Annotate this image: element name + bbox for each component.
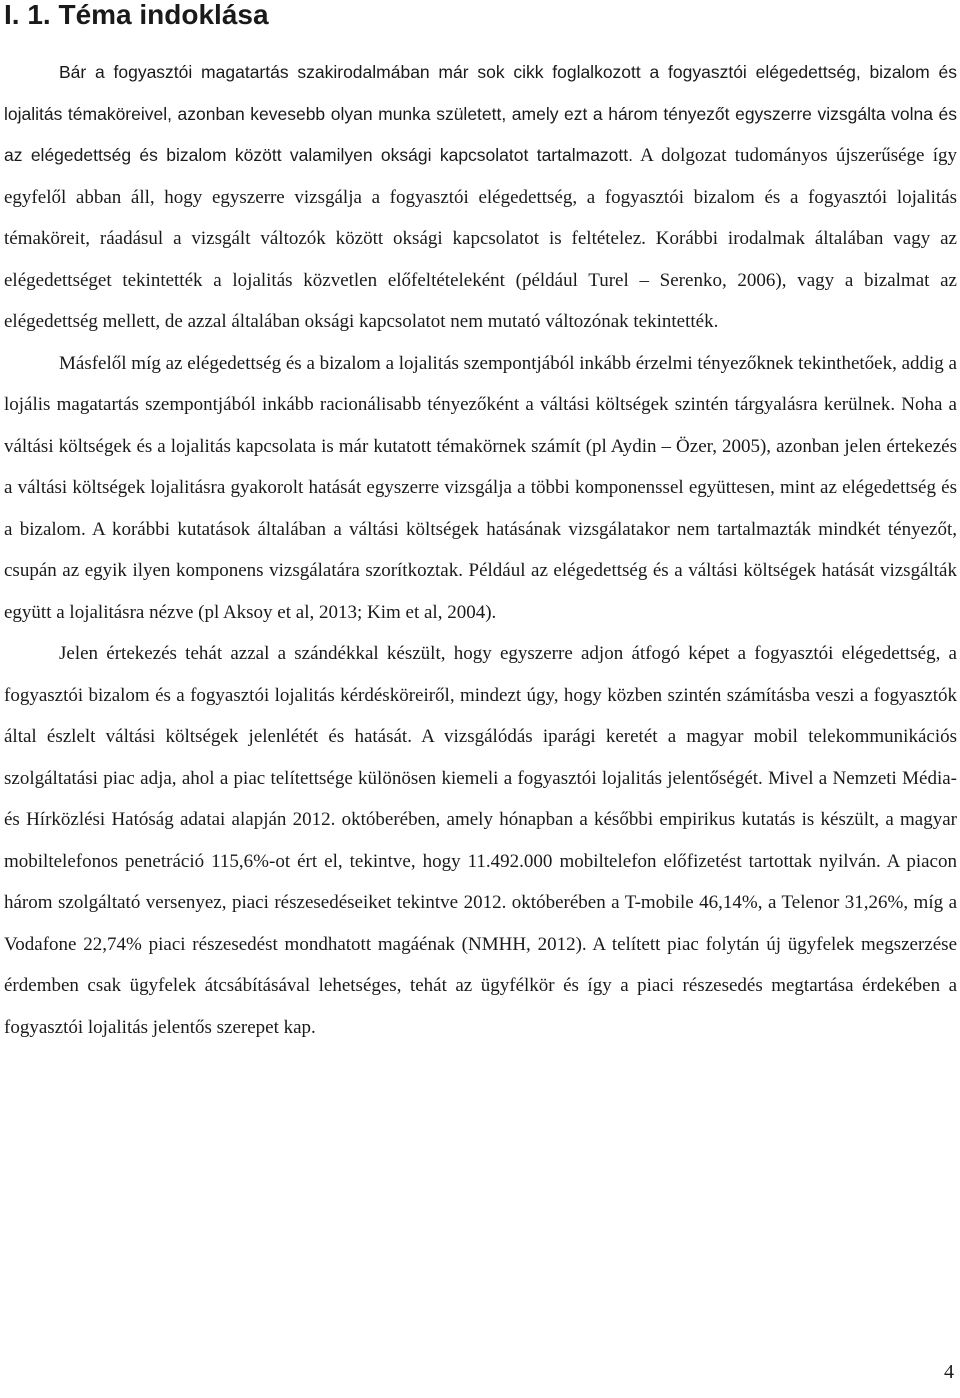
paragraph-2: Másfelől míg az elégedettség és a bizalom a lojalitás szempontjából inkább érzelmi tényezőknek tekinthetőek, addig a lojális magatartás szempontjából inkább racionálisabb tényezőként a váltási költségek szintén tárgyalásra kerülnek. Noha a váltási költségek és a lojalitás kapcsolata is már kutatott témakörnek számít (pl Aydin – Özer, 2005), azonban jelen értekezés a váltási költségek lojalitásra gyakorolt hatását egyszerre vizsgálja a többi komponenssel együttesen, mint az elégedettség és a bizalom. A korábbi kutatások általában a váltási költségek hatásának vizsgálatakor nem tartalmazták mindkét tényezőt, csupán az egyik ilyen komponens vizsgálatára szorítkoztak. Például az elégedettség és a váltási költségek hatását vizsgálták együtt a lojalitásra nézve (pl Aksoy et al, 2013; Kim et al, 2004).: [4, 352, 957, 623]
page-number: 4: [944, 1361, 954, 1383]
paragraph-1: [4, 52, 957, 343]
paragraph-1-sentence-group-3: Korábbi irodalmak általában vagy az elégedettséget tekintették a lojalitás közvetlen előfeltételeként (például Turel – Serenko, 2006), vagy a bizalmat az elégedettség mellett, de azzal általában oksági kapcsolatot nem mutató változónak tekintették.: [4, 228, 957, 332]
document-body: [4, 52, 957, 1048]
paragraph-3: Jelen értekezés tehát azzal a szándékkal készült, hogy egyszerre adjon átfogó képet a fogyasztói elégedettség, a fogyasztói bizalom és a fogyasztói lojalitás kérdésköreiről, mindezt úgy, hogy közben szintén számításba veszi a fogyasztók által észlelt váltási költségek jelenlétét és hatását. A vizsgálódás iparági keretét a magyar mobil telekommunikációs szolgáltatási piac adja, ahol a piac telítettsége különösen kiemeli a fogyasztói lojalitás jelentőségét. Mivel a Nemzeti Média- és Hírközlési Hatóság adatai alapján 2012. októberében, amely hónapban a későbbi empirikus kutatás is készült, a magyar mobiltelefonos penetráció 115,6%-ot ért el, tekintve, hogy 11.492.000 mobiltelefon előfizetést tartottak nyilván. A piacon három szolgáltató versenyez, piaci részesedéseiket tekintve 2012. októberében a T-mobile 46,14%, a Telenor 31,26%, míg a Vodafone 22,74% piaci részesedést mondhatott magáénak (NMHH, 2012). A telített piac folytán új ügyfelek megszerzése érdemben csak ügyfelek átcsábításával lehetséges, tehát az ügyfélkör és így a piaci részesedés megtartása érdekében a fogyasztói lojalitás jelentős szerepet kap.: [4, 643, 957, 1038]
section-heading: I. 1. Téma indoklása: [4, 0, 269, 30]
paragraph-1-sentence-group-1: Bár a fogyasztói magatartás szakirodalmában már sok cikk foglalkozott a fogyasztói elégedettség, bizalom és lojalitás témaköreivel, azonban kevesebb olyan munka született, amely ezt a három tényezőt egyszerre vizsgálta volna és az elégedettség és bizalom között valamilyen oksági kapcsolatot tartalmazott.: [4, 62, 957, 165]
paragraph-1-sentence-group-2: A dolgozat tudományos újszerűsége így egyfelől abban áll, hogy egyszerre vizsgálja a fogyasztói elégedettség, a fogyasztói bizalom és a fogyasztói lojalitás témaköreit, ráadásul a vizsgált változók között oksági kapcsolatot is feltételez.: [4, 145, 957, 249]
